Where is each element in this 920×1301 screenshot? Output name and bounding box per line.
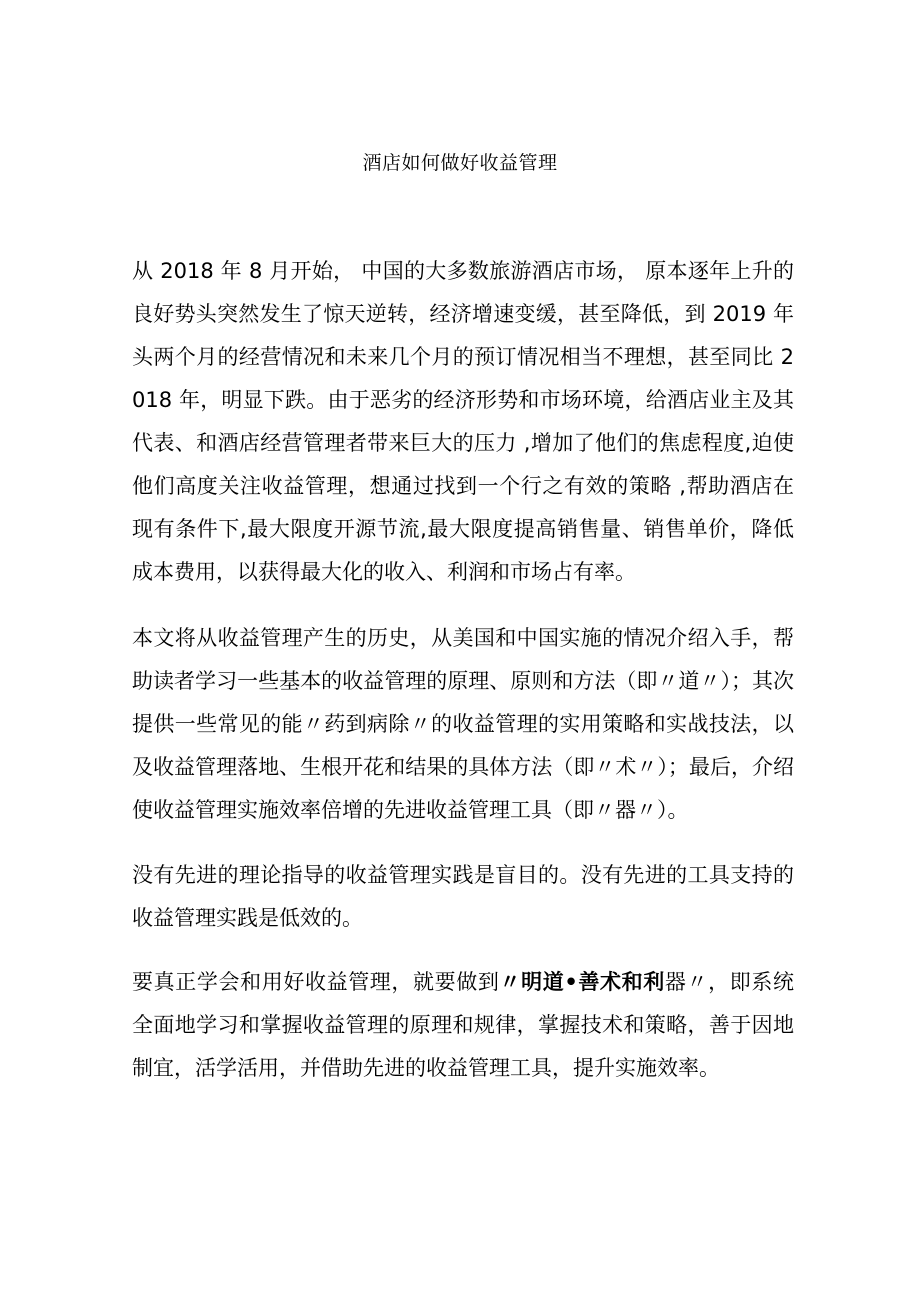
paragraph-1: 从 2018 年 8 月开始， 中国的大多数旅游酒店市场， 原本逐年上升的良好势头突然发生了惊天逆转，经济增速变缓，甚至降低，到 2019 年头两个月的经营情况和未来几个月的预订情况相当不理想，甚至同比 2018 年，明显下跌。由于恶劣的经济形势和市场环境，给酒店业主及其代表、和酒店经营管理者带来巨大的压力 ,增加了他们的焦虑程度,迫使他们高度关注收益管理，想通过找到一个行之有效的策略 ,帮助酒店在现有条件下,最大限度开源节流,最大限度提高销售量、销售单价，降低成本费用，以获得最大化的收入、利润和市场占有率。 — [132, 259, 794, 584]
paragraph-4 — [132, 961, 794, 1090]
paragraph-4-after: 器〃，即系统全面地学习和掌握收益管理的原理和规律，掌握技术和策略，善于因地制宜，活学活用，并借助先进的收益管理工具，提升实施效率。 — [132, 970, 795, 1080]
document-body — [132, 250, 794, 1112]
paragraph-2: 本文将从收益管理产生的历史，从美国和中国实施的情况介绍入手，帮助读者学习一些基本的收益管理的原理、原则和方法（即〃道〃）；其次提供一些常见的能〃药到病除〃的收益管理的实用策略和实战技法，以及收益管理落地、生根开花和结果的具体方法（即〃术〃）；最后，介绍使收益管理实施效率倍增的先进收益管理工具（即〃器〃）。 — [132, 626, 794, 822]
paragraph-4-emphasis: 〃明道•善术和利 — [499, 970, 665, 994]
document-title: 酒店如何做好收益管理 — [362, 152, 558, 174]
paragraph-4-before: 要真正学会和用好收益管理，就要做到 — [132, 970, 500, 994]
paragraph-3: 没有先进的理论指导的收益管理实践是盲目的。没有先进的工具支持的收益管理实践是低效的。 — [132, 863, 794, 930]
